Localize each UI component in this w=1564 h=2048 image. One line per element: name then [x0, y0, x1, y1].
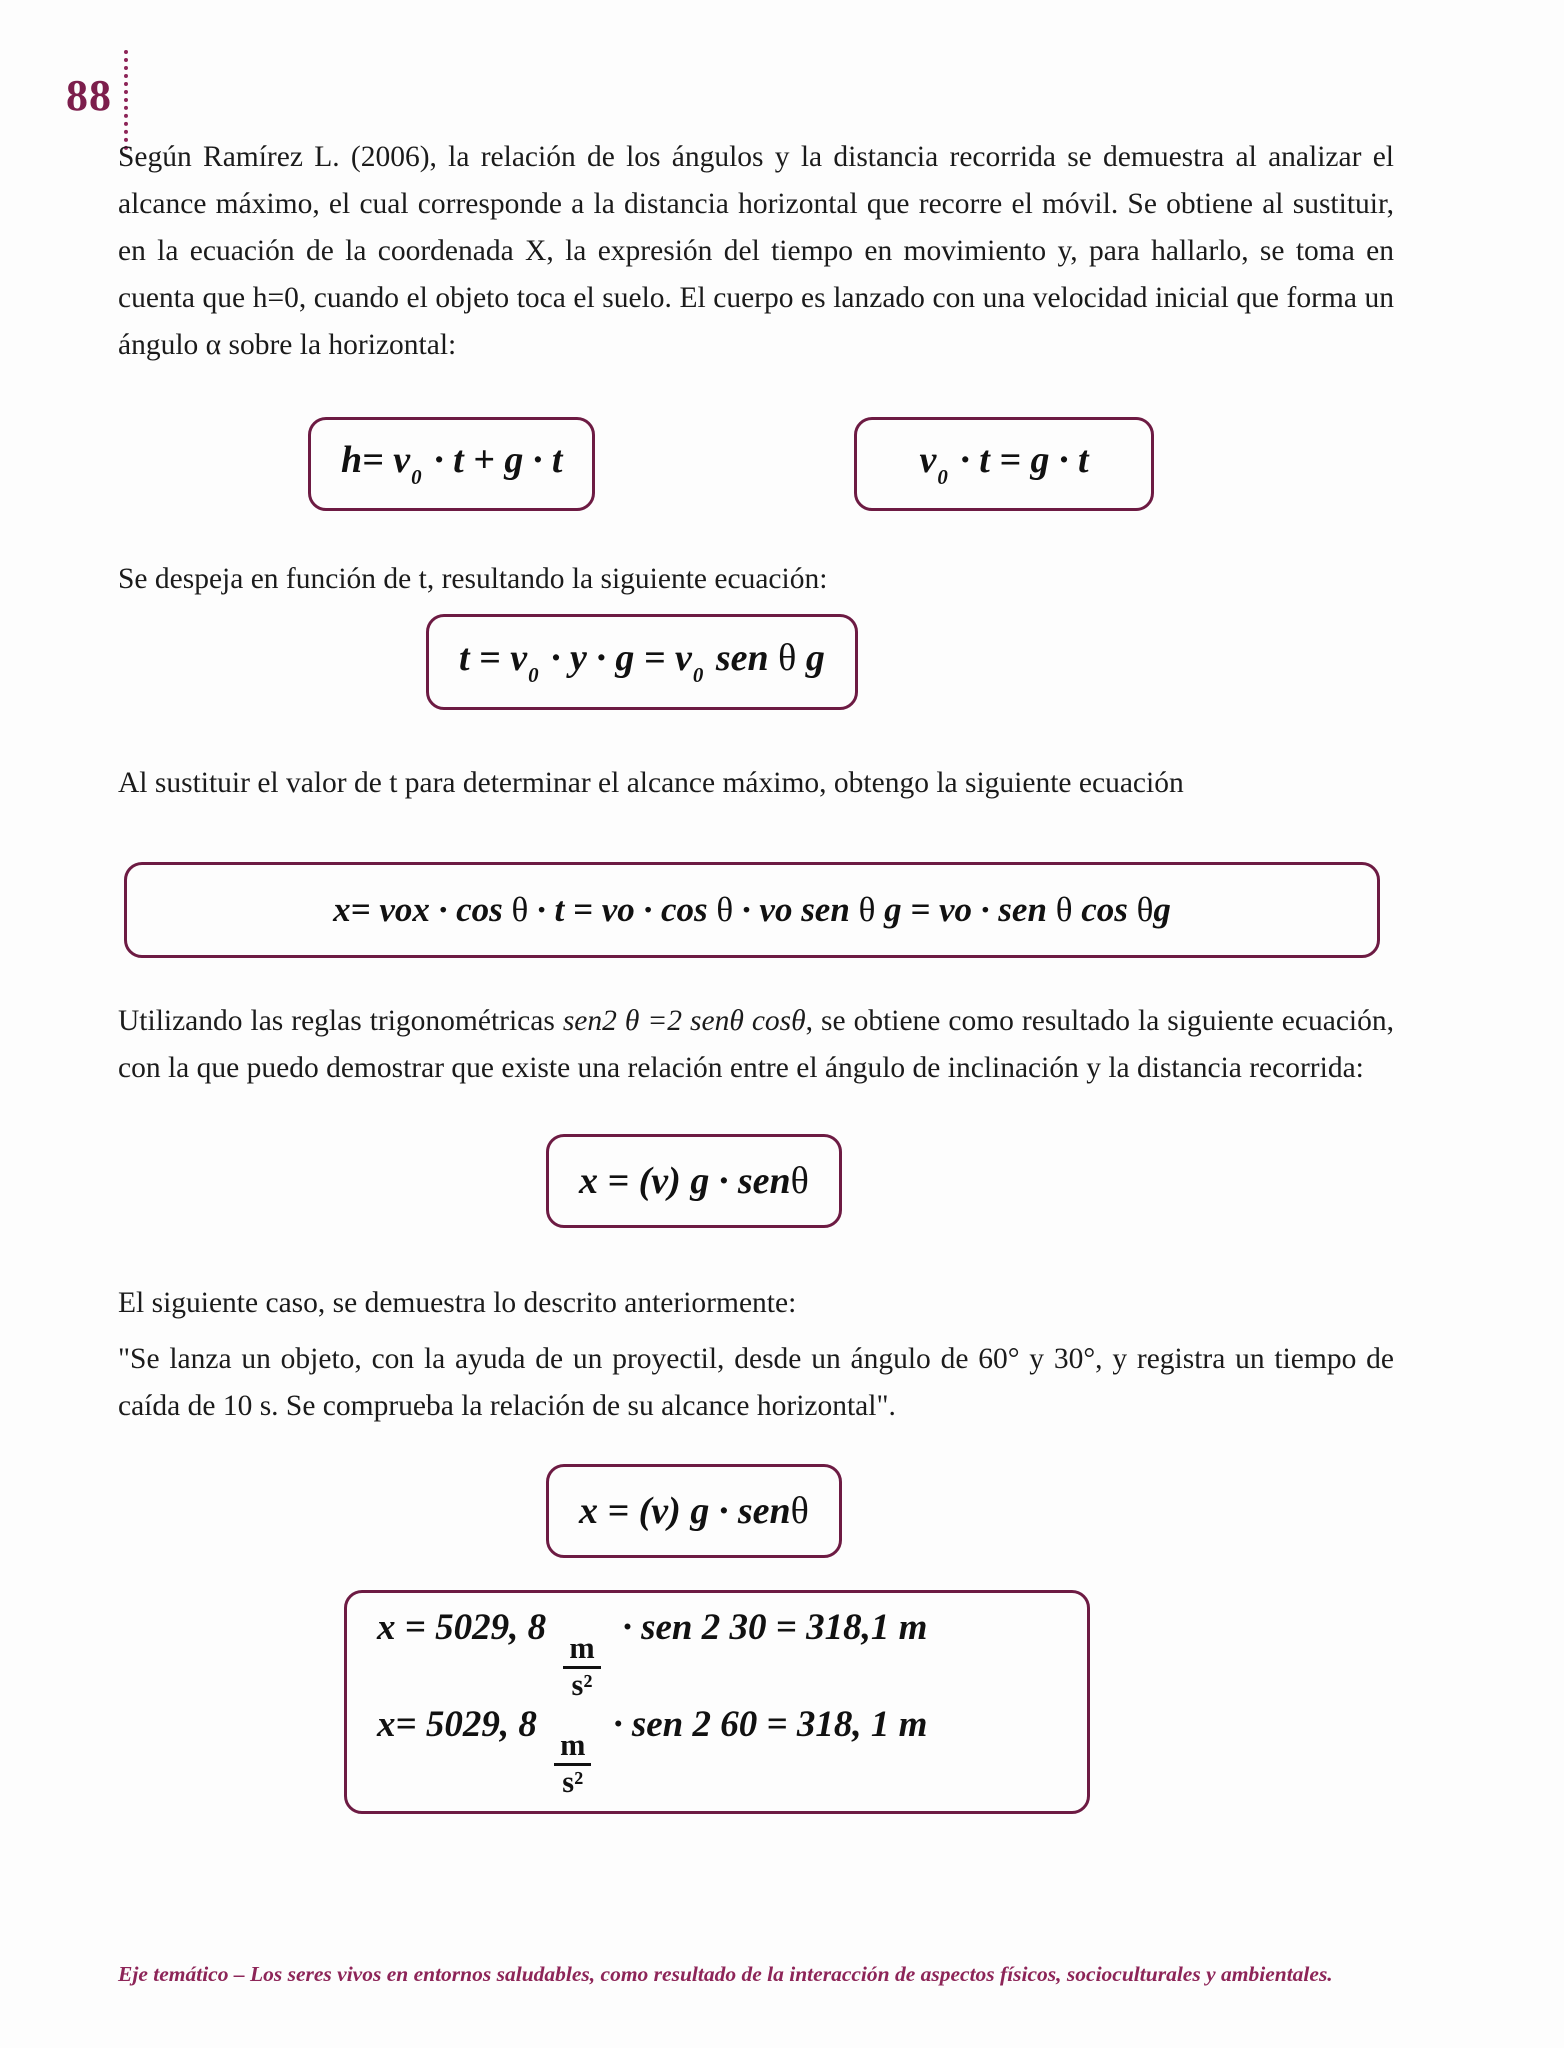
equation-result-60: x= 5029, 8 $\frac{m}{\text{s²}}$ · sen 2 60 = 318, 1 m	[377, 1704, 928, 1800]
paragraph-utilizando-pre: Utilizando las reglas trigonométricas	[118, 1005, 563, 1037]
equation-xvg-1: x = (v) g · senθ	[579, 1160, 809, 1202]
paragraph-utilizando	[118, 998, 1394, 1092]
equation-box-x-long	[124, 862, 1380, 958]
paragraph-despeja: Se despeja en función de t, resultando la siguiente ecuación:	[118, 563, 828, 595]
paragraph-intro: Según Ramírez L. (2006), la relación de los ángulos y la distancia recorrida se demuestra al analizar el alcance máximo, el cual corresponde a la distancia horizontal que recorre el móvil. Se obtiene al sustituir, en la ecuación de la coordenada X, la expresión del tiempo en movimiento y, para hallarlo, se toma en cuenta que h=0, cuando el objeto toca el suelo. El cuerpo es lanzado con una velocidad inicial que forma un ángulo α sobre la horizontal:	[118, 141, 1394, 361]
inline-formula-sen2: sen2 θ =2 senθ cosθ	[562, 1005, 806, 1037]
equation-t: $t = v_0 \cdot y \cdot g = v_0$ sen θ g	[459, 637, 825, 687]
equation-box-results	[344, 1590, 1090, 1814]
paragraph-utilizando-post: , se obtiene como resultado la siguiente ecuación, con la que puedo demostrar que existe una relación entre el ángulo de inclinación y la distancia recorrida:	[118, 1005, 1394, 1084]
paragraph-cita: "Se lanza un objeto, con la ayuda de un proyectil, desde un ángulo de 60° y 30°, y registra un tiempo de caída de 10 s. Se comprueba la relación de su alcance horizontal".	[118, 1343, 1394, 1422]
equation-xvg-2: x = (v) g · senθ	[579, 1490, 809, 1532]
equation-vt: $v_0 \cdot t = g \cdot t$	[919, 439, 1089, 489]
equation-box-h	[308, 417, 595, 511]
footer-note: Eje temático – Los seres vivos en entornos saludables, como resultado de la interacción de aspectos físicos, socioculturales y ambientales.	[118, 1962, 1333, 1986]
equation-x-long: x= vox · cos θ · t = vo · cos θ · vo sen θ g = vo · sen θ cos θg	[333, 890, 1171, 929]
equation-box-xvg-2	[546, 1464, 842, 1558]
paragraph-caso: El siguiente caso, se demuestra lo descrito anteriormente:	[118, 1287, 797, 1319]
equation-h: $h= v_0 \cdot t + g \cdot t$	[341, 439, 563, 489]
fraction: $\frac{m}{\text{s²}}$	[554, 1730, 591, 1798]
equation-box-t	[426, 614, 858, 710]
equation-box-xvg-1	[546, 1134, 842, 1228]
page-number: 88	[66, 71, 112, 120]
paragraph-sustituir: Al sustituir el valor de t para determinar el alcance máximo, obtengo la siguiente ecuación	[118, 767, 1184, 799]
fraction: $\frac{m}{\text{s²}}$	[563, 1633, 600, 1701]
equation-result-30: x = 5029, 8 $\frac{m}{\text{s²}}$ · sen 2 30 = 318,1 m	[377, 1606, 928, 1702]
equation-box-vt	[854, 417, 1154, 511]
